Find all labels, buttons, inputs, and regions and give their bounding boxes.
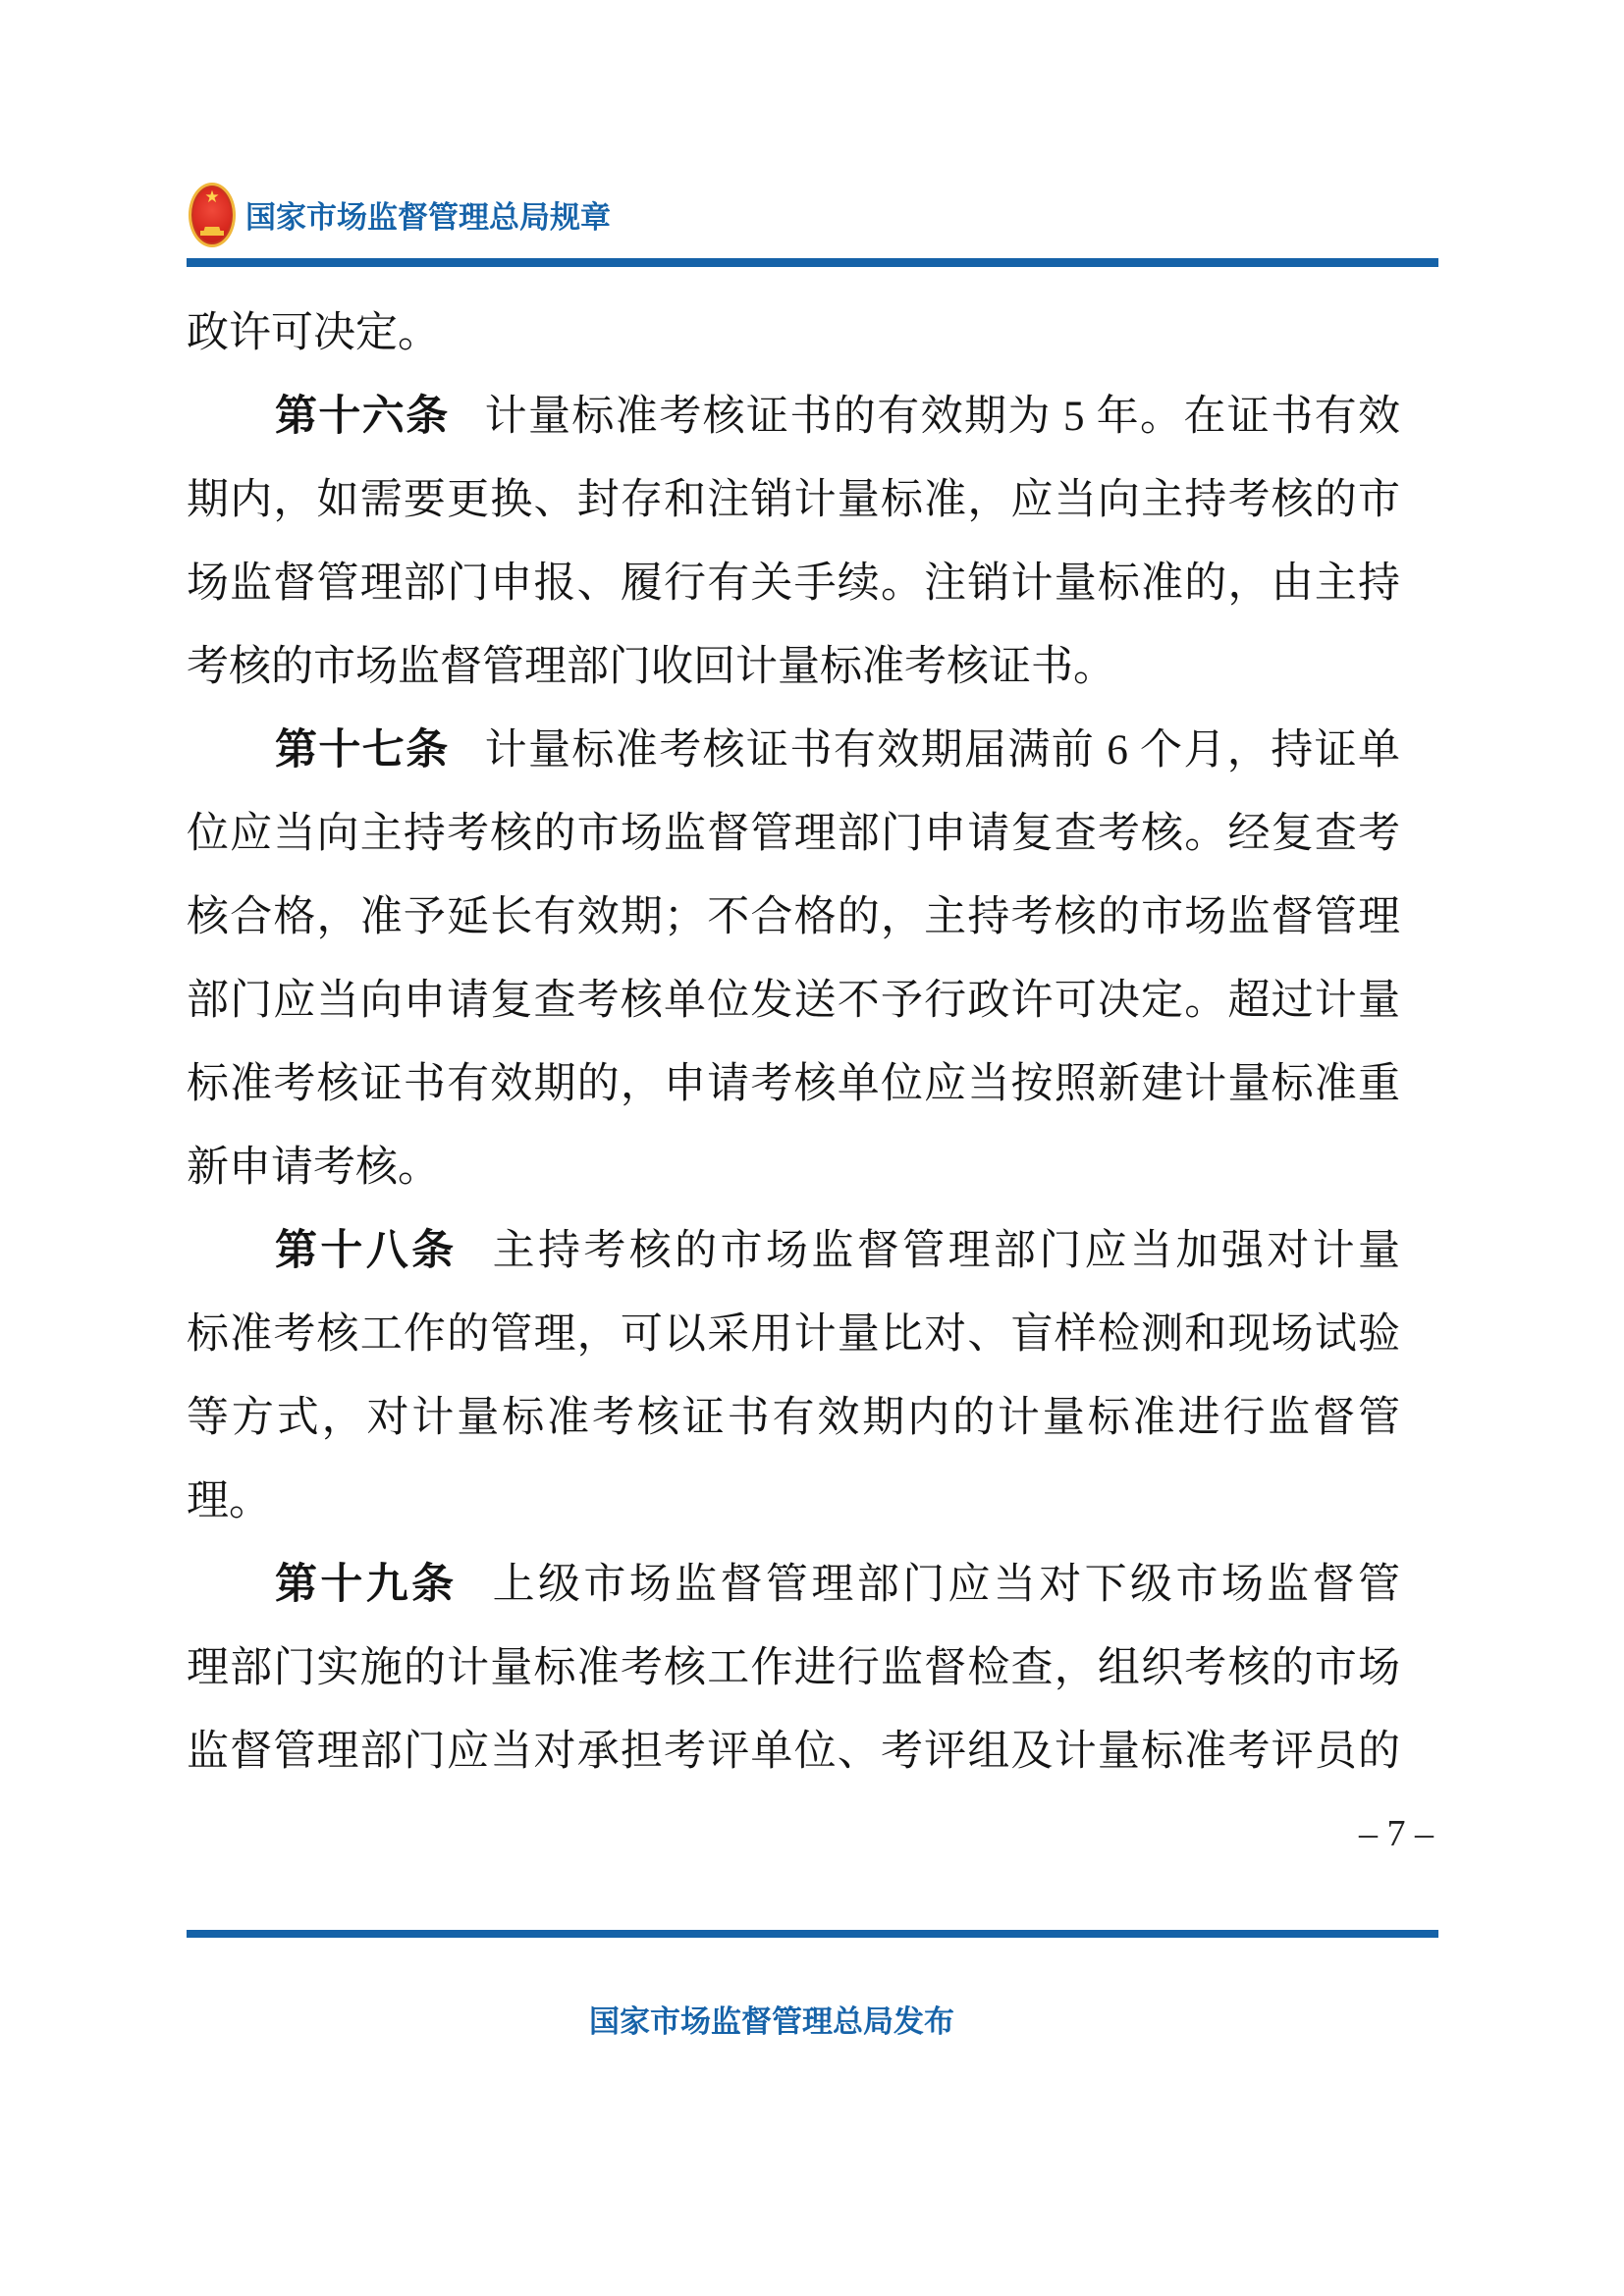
article-number: 第十九条 bbox=[275, 1561, 458, 1608]
line-text: 主持考核的市场监督管理部门应当加强对计量 bbox=[492, 1228, 1401, 1274]
text-line: 理。 bbox=[187, 1478, 271, 1524]
text-line: 场监督管理部门申报、履行有关手续。注销计量标准的，由主持 bbox=[187, 561, 1400, 607]
emblem-star-icon: ★ bbox=[204, 187, 220, 207]
text-line: 标准考核证书有效期的，申请考核单位应当按照新建计量标准重 bbox=[187, 1061, 1400, 1107]
header-divider bbox=[187, 258, 1438, 267]
article-number: 第十七条 bbox=[275, 726, 450, 774]
text-line bbox=[187, 1209, 1400, 1293]
text-line: 新申请考核。 bbox=[187, 1145, 440, 1191]
text-line: 部门应当向申请复查考核单位发送不予行政许可决定。超过计量 bbox=[187, 978, 1400, 1024]
text-line bbox=[187, 709, 1400, 792]
text-line bbox=[187, 375, 1400, 458]
national-emblem-icon bbox=[189, 183, 236, 247]
emblem-gate-icon bbox=[200, 227, 224, 236]
text-line: 政许可决定。 bbox=[187, 310, 440, 356]
text-line: 监督管理部门应当对承担考评单位、考评组及计量标准考评员的 bbox=[187, 1729, 1400, 1775]
page-number: – 7 – bbox=[1359, 1813, 1434, 1854]
footer-divider bbox=[187, 1930, 1438, 1938]
text-line bbox=[187, 1543, 1400, 1627]
line-text: 计量标准考核证书的有效期为 5 年。在证书有效 bbox=[484, 394, 1401, 440]
text-line: 理部门实施的计量标准考核工作进行监督检查，组织考核的市场 bbox=[187, 1645, 1400, 1691]
text-line: 考核的市场监督管理部门收回计量标准考核证书。 bbox=[187, 644, 1115, 690]
page-title: 国家市场监督管理总局规章 bbox=[245, 200, 611, 235]
text-line: 期内，如需要更换、封存和注销计量标准，应当向主持考核的市 bbox=[187, 477, 1400, 523]
document-body bbox=[187, 292, 1400, 1793]
text-line: 核合格，准予延长有效期；不合格的，主持考核的市场监督管理 bbox=[187, 894, 1400, 940]
line-text: 计量标准考核证书有效期届满前 6 个月，持证单 bbox=[484, 727, 1401, 774]
line-text: 上级市场监督管理部门应当对下级市场监督管 bbox=[492, 1562, 1401, 1608]
text-line: 等方式，对计量标准考核证书有效期内的计量标准进行监督管 bbox=[187, 1395, 1400, 1441]
article-number: 第十六条 bbox=[275, 393, 450, 440]
article-number: 第十八条 bbox=[275, 1227, 458, 1274]
text-line: 位应当向主持考核的市场监督管理部门申请复查考核。经复查考 bbox=[187, 811, 1400, 857]
text-line: 标准考核工作的管理，可以采用计量比对、盲样检测和现场试验 bbox=[187, 1311, 1400, 1358]
publisher-label: 国家市场监督管理总局发布 bbox=[589, 2004, 954, 2039]
